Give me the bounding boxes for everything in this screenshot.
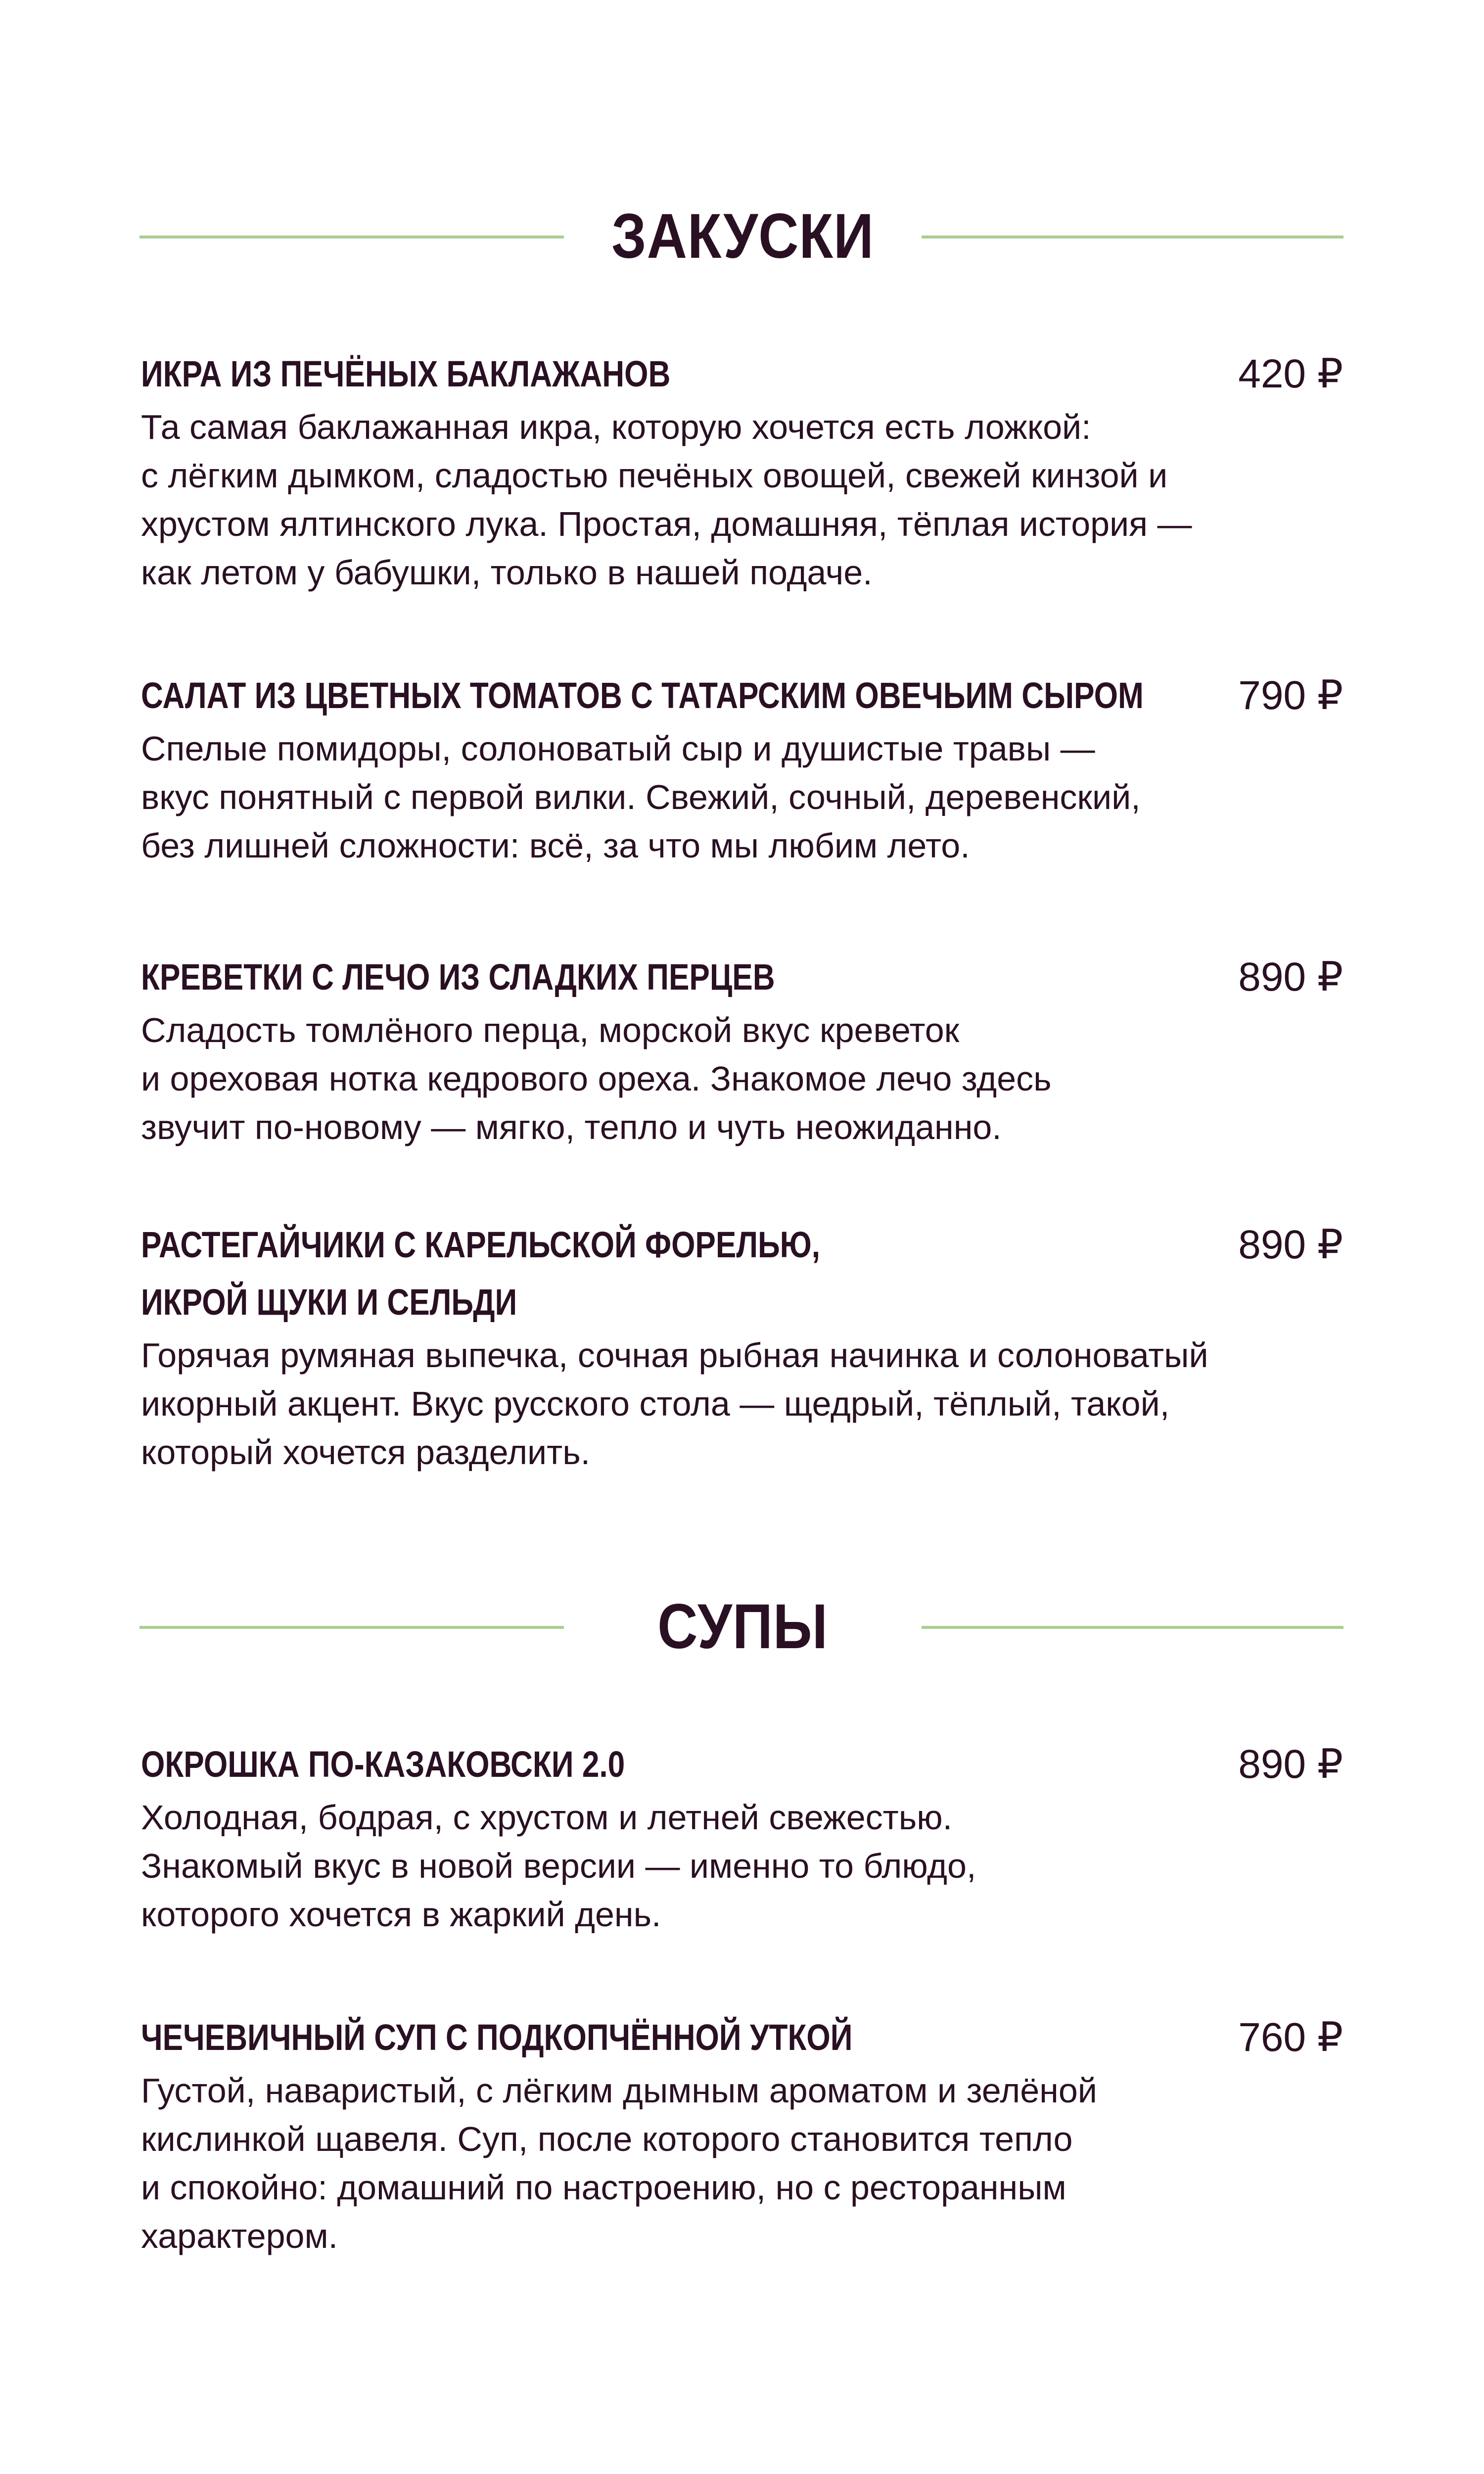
description-line: Та самая баклажанная икра, которую хочется есть ложкой: — [141, 408, 1091, 446]
menu-item-name-line: ИКРОЙ ЩУКИ И СЕЛЬДИ — [141, 1282, 517, 1323]
menu-item-description — [141, 2066, 1343, 2260]
menu-item-name-line: ИКРА ИЗ ПЕЧЁНЫХ БАКЛАЖАНОВ — [141, 353, 671, 394]
menu-item-price: 890 ₽ — [1238, 954, 1343, 999]
description-line: Густой, наваристый, с лёгким дымным ароматом и зелёной — [141, 2071, 1097, 2110]
section-header-zakuski — [0, 187, 1484, 286]
menu-item-price: 760 ₽ — [1238, 2015, 1343, 2060]
menu-item-name-line: ОКРОШКА ПО-КАЗАКОВСКИ 2.0 — [141, 1744, 625, 1785]
description-line: как летом у бабушки, только в нашей подаче. — [141, 553, 873, 592]
section-title: ЗАКУСКИ — [611, 201, 874, 272]
section-rule-right — [922, 1626, 1344, 1629]
menu-item-price: 790 ₽ — [1238, 673, 1343, 718]
menu-item-name — [141, 1216, 1151, 1331]
description-line: кислинкой щавеля. Суп, после которого становится тепло — [141, 2120, 1073, 2158]
menu-item-name-line: ЧЕЧЕВИЧНЫЙ СУП С ПОДКОПЧЁННОЙ УТКОЙ — [141, 2017, 853, 2058]
menu-item-price: 890 ₽ — [1238, 1742, 1343, 1787]
description-line: который хочется разделить. — [141, 1433, 591, 1472]
description-line: Холодная, бодрая, с хрустом и летней свежестью. — [141, 1798, 953, 1837]
description-line: и ореховая нотка кедрового ореха. Знакомое лечо здесь — [141, 1059, 1052, 1098]
menu-item — [141, 1736, 1343, 1939]
description-line: с лёгким дымком, сладостью печёных овощей, свежей кинзой и — [141, 456, 1168, 495]
menu-item-description — [141, 1793, 1343, 1939]
menu-item-name-line: РАСТЕГАЙЧИКИ С КАРЕЛЬСКОЙ ФОРЕЛЬЮ, — [141, 1224, 821, 1265]
description-line: хрустом ялтинского лука. Простая, домашняя, тёплая история — — [141, 505, 1192, 543]
menu-item-name — [141, 2009, 1151, 2066]
menu-item — [141, 2009, 1343, 2260]
description-line: икорный акцент. Вкус русского стола — щедрый, тёплый, такой, — [141, 1384, 1170, 1423]
section-rule-right — [922, 236, 1344, 238]
menu-item-description — [141, 724, 1343, 870]
description-line: которого хочется в жаркий день. — [141, 1895, 661, 1934]
section-rule-left — [139, 1626, 564, 1629]
description-line: Горячая румяная выпечка, сочная рыбная начинка и солоноватый — [141, 1336, 1208, 1375]
menu-item — [141, 1216, 1343, 1476]
section-title: СУПЫ — [657, 1591, 828, 1662]
description-line: и спокойно: домашний по настроению, но с ресторанным — [141, 2168, 1067, 2207]
menu-item — [141, 949, 1343, 1151]
menu-item-name-line: КРЕВЕТКИ С ЛЕЧО ИЗ СЛАДКИХ ПЕРЦЕВ — [141, 956, 775, 998]
description-line: вкус понятный с первой вилки. Свежий, сочный, деревенский, — [141, 778, 1141, 816]
section-header-supy — [0, 1577, 1484, 1676]
menu-item-description — [141, 1331, 1343, 1476]
menu-item — [141, 345, 1343, 597]
description-line: характером. — [141, 2217, 338, 2255]
description-line: звучит по-новому — мягко, тепло и чуть неожиданно. — [141, 1108, 1002, 1146]
menu-item-name — [141, 345, 1151, 403]
menu-item-name — [141, 1736, 1151, 1793]
section-rule-left — [139, 236, 564, 238]
menu-item-name — [141, 949, 1151, 1006]
menu-item-description — [141, 1006, 1343, 1151]
menu-item-price: 890 ₽ — [1238, 1222, 1343, 1267]
description-line: без лишней сложности: всё, за что мы любим лето. — [141, 826, 970, 865]
description-line: Знакомый вкус в новой версии — именно то блюдо, — [141, 1847, 976, 1885]
description-line: Спелые помидоры, солоноватый сыр и душистые травы — — [141, 729, 1095, 768]
menu-item-description — [141, 403, 1343, 597]
menu-item — [141, 667, 1343, 870]
description-line: Сладость томлёного перца, морской вкус креветок — [141, 1011, 960, 1049]
menu-item-name-line: САЛАТ ИЗ ЦВЕТНЫХ ТОМАТОВ С ТАТАРСКИМ ОВЕЧЬИМ СЫРОМ — [141, 675, 1144, 716]
menu-item-price: 420 ₽ — [1238, 351, 1343, 396]
menu-item-name — [141, 667, 1151, 724]
